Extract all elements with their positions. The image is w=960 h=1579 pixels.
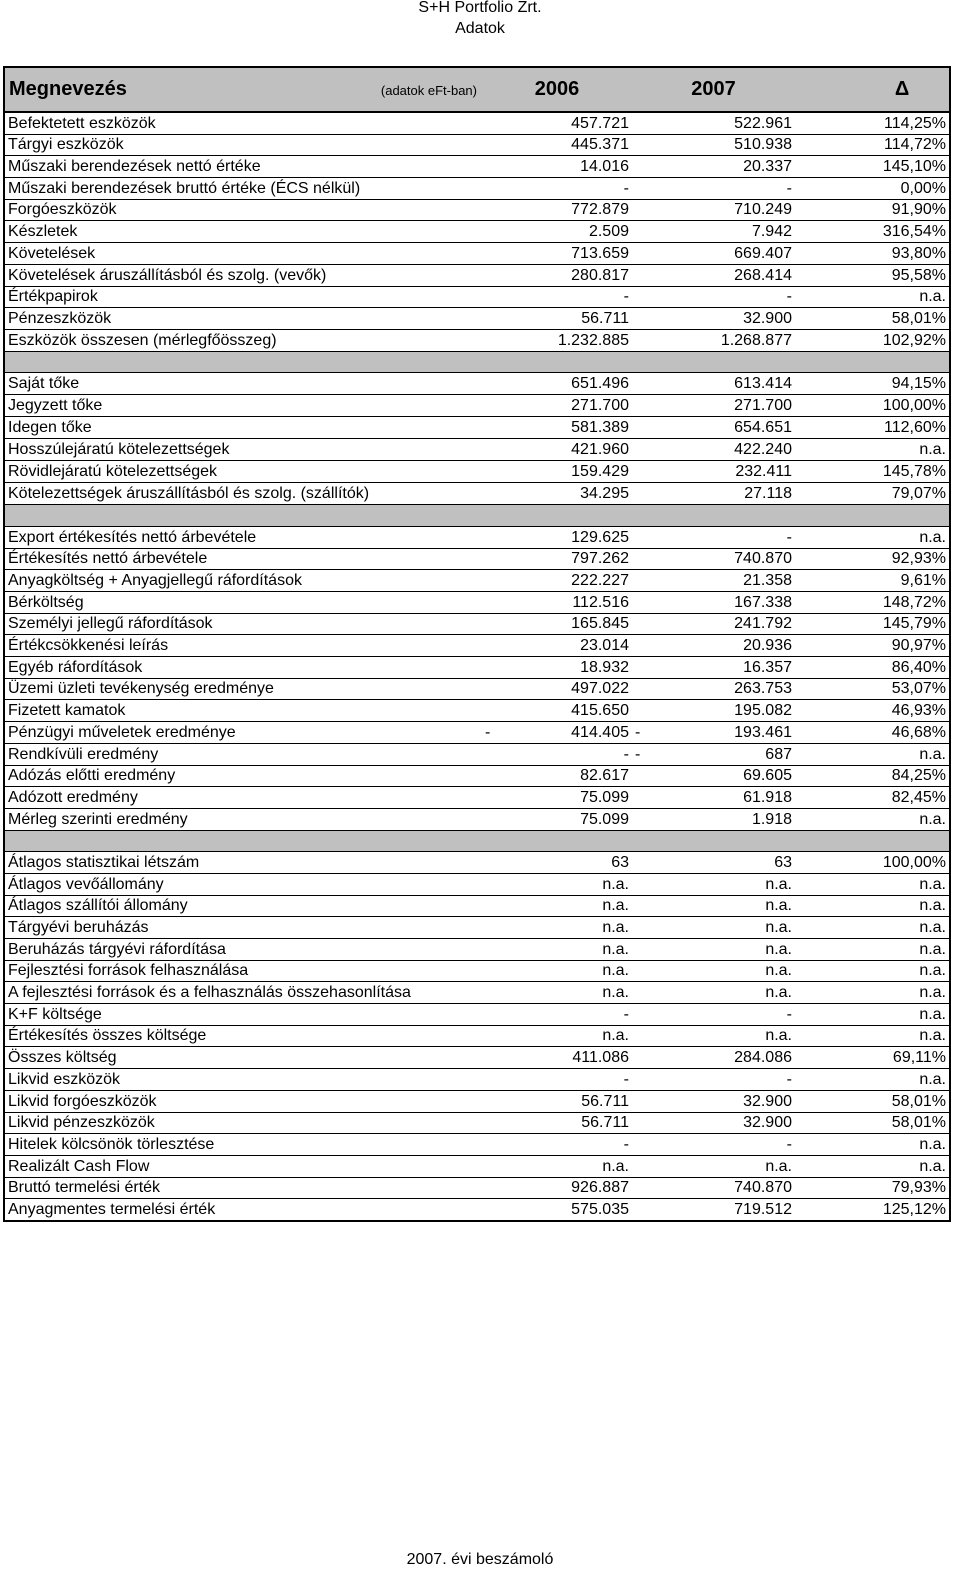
- row-label: Forgóeszközök: [4, 199, 482, 221]
- value-2006: 445.371: [482, 134, 632, 156]
- value-2007: n.a.: [632, 1155, 795, 1177]
- value-2007: 27.118: [632, 483, 795, 505]
- row-label: Személyi jellegű ráfordítások: [4, 613, 482, 635]
- table-row: [4, 700, 950, 722]
- table-row: [4, 221, 950, 243]
- header-label-cell: [4, 67, 482, 112]
- change-percent: 112,60%: [795, 417, 950, 439]
- table-row: [4, 417, 950, 439]
- change-percent: 90,97%: [795, 635, 950, 657]
- change-percent: n.a.: [795, 1134, 950, 1156]
- change-percent: 95,58%: [795, 264, 950, 286]
- value-2007: 613.414: [632, 373, 795, 395]
- change-percent: 86,40%: [795, 657, 950, 679]
- value-2006: 772.879: [482, 199, 632, 221]
- value-2006: 112.516: [482, 592, 632, 614]
- row-label: Anyagköltség + Anyagjellegű ráfordítások: [4, 570, 482, 592]
- value-2007: n.a.: [632, 895, 795, 917]
- value-2007: 654.651: [632, 417, 795, 439]
- change-percent: n.a.: [795, 743, 950, 765]
- value-2007: 740.870: [632, 1177, 795, 1199]
- table-row: [4, 570, 950, 592]
- change-percent: 145,79%: [795, 613, 950, 635]
- value-2006: 34.295: [482, 483, 632, 505]
- table-row: [4, 917, 950, 939]
- table-body: [4, 112, 950, 1221]
- value-2007: 710.249: [632, 199, 795, 221]
- table-row: [4, 1004, 950, 1026]
- row-label: Bruttó termelési érték: [4, 1177, 482, 1199]
- row-label: Idegen tőke: [4, 417, 482, 439]
- value-2006: 280.817: [482, 264, 632, 286]
- change-percent: 125,12%: [795, 1199, 950, 1221]
- section-separator: [4, 505, 950, 527]
- change-percent: 93,80%: [795, 243, 950, 265]
- unit-note: (adatok eFt-ban): [380, 83, 477, 98]
- value-2006: 2.509: [482, 221, 632, 243]
- separator-cell: [482, 830, 632, 852]
- separator-cell: [632, 505, 795, 527]
- change-percent: 53,07%: [795, 678, 950, 700]
- value-2007: 268.414: [632, 264, 795, 286]
- row-label: Fejlesztési források felhasználása: [4, 960, 482, 982]
- value-2007: 241.792: [632, 613, 795, 635]
- value-2006: 411.086: [482, 1047, 632, 1069]
- separator-cell: [795, 351, 950, 373]
- minus-sign: -: [635, 723, 641, 741]
- value-2007: 20.337: [632, 156, 795, 178]
- row-label: Átlagos szállítói állomány: [4, 895, 482, 917]
- row-label: Műszaki berendezések nettó értéke: [4, 156, 482, 178]
- value-2006: n.a.: [482, 939, 632, 961]
- value-2007: -: [632, 286, 795, 308]
- table-row: [4, 1112, 950, 1134]
- value-2006: n.a.: [482, 917, 632, 939]
- value-2006: 56.711: [482, 1112, 632, 1134]
- value-2007: 1.918: [632, 808, 795, 830]
- value-2007: 263.753: [632, 678, 795, 700]
- value-2007: 284.086: [632, 1047, 795, 1069]
- change-percent: n.a.: [795, 808, 950, 830]
- separator-cell: [4, 830, 482, 852]
- table-row: [4, 960, 950, 982]
- change-percent: 91,90%: [795, 199, 950, 221]
- accounting-split: [635, 723, 792, 743]
- change-percent: 92,93%: [795, 548, 950, 570]
- value-2007: 69.605: [632, 765, 795, 787]
- year-2007-header: 2007: [632, 67, 795, 112]
- row-label: Pénzeszközök: [4, 308, 482, 330]
- value-2006: 56.711: [482, 1090, 632, 1112]
- row-label: Tárgyi eszközök: [4, 134, 482, 156]
- table-row: [4, 526, 950, 548]
- value-2006: n.a.: [482, 873, 632, 895]
- value-2007: n.a.: [632, 982, 795, 1004]
- table-row: [4, 461, 950, 483]
- change-percent: 46,68%: [795, 722, 950, 744]
- value-2006: 75.099: [482, 787, 632, 809]
- change-percent: 0,00%: [795, 178, 950, 200]
- row-label: Realizált Cash Flow: [4, 1155, 482, 1177]
- section-separator: [4, 830, 950, 852]
- change-percent: 100,00%: [795, 852, 950, 874]
- table-row: [4, 1199, 950, 1221]
- change-percent: 100,00%: [795, 395, 950, 417]
- row-label: Adózás előtti eredmény: [4, 765, 482, 787]
- change-percent: n.a.: [795, 873, 950, 895]
- table-row: [4, 1177, 950, 1199]
- change-percent: n.a.: [795, 1069, 950, 1091]
- table-row: [4, 765, 950, 787]
- row-label: Átlagos statisztikai létszám: [4, 852, 482, 874]
- table-row: [4, 1155, 950, 1177]
- amount: 193.461: [734, 723, 792, 741]
- value-2007: 7.942: [632, 221, 795, 243]
- row-label: Üzemi üzleti tevékenység eredménye: [4, 678, 482, 700]
- company-name: S+H Portfolio Zrt.: [418, 0, 542, 16]
- row-label: Pénzügyi műveletek eredménye: [4, 722, 482, 744]
- table-row: [4, 1047, 950, 1069]
- change-percent: n.a.: [795, 1004, 950, 1026]
- table-row: [4, 264, 950, 286]
- row-label: Likvid eszközök: [4, 1069, 482, 1091]
- change-percent: 316,54%: [795, 221, 950, 243]
- change-percent: 58,01%: [795, 308, 950, 330]
- value-2006: -: [482, 1134, 632, 1156]
- table-row: [4, 286, 950, 308]
- value-2007: 719.512: [632, 1199, 795, 1221]
- table-row: [4, 635, 950, 657]
- row-label: Követelések áruszállításból és szolg. (vevők): [4, 264, 482, 286]
- row-label: Likvid pénzeszközök: [4, 1112, 482, 1134]
- table-header: [4, 67, 950, 112]
- value-2006: 651.496: [482, 373, 632, 395]
- separator-cell: [632, 830, 795, 852]
- value-2007: n.a.: [632, 939, 795, 961]
- change-percent: 58,01%: [795, 1112, 950, 1134]
- amount: 414.405: [571, 723, 629, 741]
- value-2006: 797.262: [482, 548, 632, 570]
- row-label: A fejlesztési források és a felhasználás összehasonlítása: [4, 982, 482, 1004]
- table-row: [4, 787, 950, 809]
- row-label: Beruházás tárgyévi ráfordítása: [4, 939, 482, 961]
- value-2006: [482, 722, 632, 744]
- row-label: Saját tőke: [4, 373, 482, 395]
- value-2007: [632, 722, 795, 744]
- table-row: [4, 873, 950, 895]
- table-row: [4, 1134, 950, 1156]
- minus-sign: -: [485, 723, 491, 741]
- change-percent: 94,15%: [795, 373, 950, 395]
- row-label: Rendkívüli eredmény: [4, 743, 482, 765]
- value-2006: 165.845: [482, 613, 632, 635]
- change-percent: 82,45%: [795, 787, 950, 809]
- change-percent: 148,72%: [795, 592, 950, 614]
- row-label: Kötelezettségek áruszállításból és szolg. (szállítók): [4, 483, 482, 505]
- value-2006: 421.960: [482, 439, 632, 461]
- financial-data-table: [3, 66, 951, 1222]
- value-2006: 75.099: [482, 808, 632, 830]
- accounting-split: [485, 723, 629, 743]
- table-row: [4, 613, 950, 635]
- row-label: Értékesítés nettó árbevétele: [4, 548, 482, 570]
- table-row: [4, 308, 950, 330]
- value-2007: -: [632, 1004, 795, 1026]
- value-2006: 56.711: [482, 308, 632, 330]
- row-label: Hitelek kölcsönök törlesztése: [4, 1134, 482, 1156]
- value-2007: 522.961: [632, 112, 795, 134]
- row-label: Rövidlejáratú kötelezettségek: [4, 461, 482, 483]
- page-subtitle: Adatok: [455, 20, 505, 37]
- value-2007: 422.240: [632, 439, 795, 461]
- change-percent: 58,01%: [795, 1090, 950, 1112]
- table-row: [4, 1025, 950, 1047]
- change-percent: 114,25%: [795, 112, 950, 134]
- value-2006: 129.625: [482, 526, 632, 548]
- separator-cell: [482, 505, 632, 527]
- separator-cell: [4, 351, 482, 373]
- value-2006: n.a.: [482, 960, 632, 982]
- table-row: [4, 808, 950, 830]
- table-row: [4, 329, 950, 351]
- row-label: Mérleg szerinti eredmény: [4, 808, 482, 830]
- change-percent: n.a.: [795, 526, 950, 548]
- value-2006: -: [482, 286, 632, 308]
- table-row: [4, 1069, 950, 1091]
- row-label: Értékpapirok: [4, 286, 482, 308]
- value-2007: 167.338: [632, 592, 795, 614]
- value-2006: -: [482, 1004, 632, 1026]
- value-2007: 16.357: [632, 657, 795, 679]
- value-2007: -: [632, 526, 795, 548]
- page-footer: 2007. évi beszámoló: [406, 1551, 554, 1568]
- value-2006: 497.022: [482, 678, 632, 700]
- table-row: [4, 483, 950, 505]
- table-row: [4, 722, 950, 744]
- value-2007: 510.938: [632, 134, 795, 156]
- table-row: [4, 852, 950, 874]
- table-row: [4, 134, 950, 156]
- table-row: [4, 178, 950, 200]
- value-2006: 581.389: [482, 417, 632, 439]
- value-2007: 32.900: [632, 1112, 795, 1134]
- value-2007: n.a.: [632, 1025, 795, 1047]
- change-percent: n.a.: [795, 939, 950, 961]
- change-percent: n.a.: [795, 286, 950, 308]
- value-2006: n.a.: [482, 895, 632, 917]
- value-2006: 575.035: [482, 1199, 632, 1221]
- change-percent: n.a.: [795, 895, 950, 917]
- change-percent: 69,11%: [795, 1047, 950, 1069]
- row-label: Átlagos vevőállomány: [4, 873, 482, 895]
- value-2007: n.a.: [632, 917, 795, 939]
- table-row: [4, 548, 950, 570]
- separator-cell: [4, 505, 482, 527]
- value-2006: 415.650: [482, 700, 632, 722]
- row-label: Anyagmentes termelési érték: [4, 1199, 482, 1221]
- value-2006: n.a.: [482, 1025, 632, 1047]
- value-2006: -: [482, 1069, 632, 1091]
- table-row: [4, 678, 950, 700]
- value-2006: 23.014: [482, 635, 632, 657]
- change-percent: 46,93%: [795, 700, 950, 722]
- value-2006: 63: [482, 852, 632, 874]
- value-2007: n.a.: [632, 873, 795, 895]
- value-2006: 82.617: [482, 765, 632, 787]
- table-row: [4, 439, 950, 461]
- value-2007: 232.411: [632, 461, 795, 483]
- value-2006: n.a.: [482, 982, 632, 1004]
- change-percent: 145,78%: [795, 461, 950, 483]
- value-2007: 20.936: [632, 635, 795, 657]
- table-row: [4, 895, 950, 917]
- change-percent: n.a.: [795, 439, 950, 461]
- row-label: Jegyzett tőke: [4, 395, 482, 417]
- value-2007: 195.082: [632, 700, 795, 722]
- change-percent: 84,25%: [795, 765, 950, 787]
- row-label: Műszaki berendezések bruttó értéke (ÉCS nélkül): [4, 178, 482, 200]
- column-title: Megnevezés: [9, 78, 127, 100]
- minus-sign: -: [635, 745, 641, 763]
- value-2006: -: [482, 743, 632, 765]
- value-2006: 457.721: [482, 112, 632, 134]
- value-2006: 926.887: [482, 1177, 632, 1199]
- change-percent: n.a.: [795, 1155, 950, 1177]
- value-2007: -: [632, 1069, 795, 1091]
- value-2007: -: [632, 1134, 795, 1156]
- row-label: Követelések: [4, 243, 482, 265]
- row-label: Összes költség: [4, 1047, 482, 1069]
- value-2006: 713.659: [482, 243, 632, 265]
- delta-header: [795, 67, 950, 112]
- table-row: [4, 939, 950, 961]
- section-separator: [4, 351, 950, 373]
- value-2006: 222.227: [482, 570, 632, 592]
- value-2006: 271.700: [482, 395, 632, 417]
- value-2007: 63: [632, 852, 795, 874]
- value-2006: n.a.: [482, 1155, 632, 1177]
- change-percent: 114,72%: [795, 134, 950, 156]
- separator-cell: [795, 830, 950, 852]
- value-2007: -: [632, 178, 795, 200]
- value-2007: 21.358: [632, 570, 795, 592]
- value-2006: -: [482, 178, 632, 200]
- table-row: [4, 395, 950, 417]
- table-row: [4, 112, 950, 134]
- row-label: Bérköltség: [4, 592, 482, 614]
- change-percent: 79,93%: [795, 1177, 950, 1199]
- row-label: Befektetett eszközök: [4, 112, 482, 134]
- row-label: Egyéb ráfordítások: [4, 657, 482, 679]
- row-label: Értékcsökkenési leírás: [4, 635, 482, 657]
- year-2006-header: 2006: [482, 67, 632, 112]
- value-2007: [632, 743, 795, 765]
- table-row: [4, 373, 950, 395]
- row-label: Export értékesítés nettó árbevétele: [4, 526, 482, 548]
- row-label: Készletek: [4, 221, 482, 243]
- value-2007: 61.918: [632, 787, 795, 809]
- row-label: Likvid forgóeszközök: [4, 1090, 482, 1112]
- table-row: [4, 199, 950, 221]
- table-row: [4, 156, 950, 178]
- table-row: [4, 657, 950, 679]
- table-row: [4, 592, 950, 614]
- row-label: Fizetett kamatok: [4, 700, 482, 722]
- amount: 687: [765, 745, 792, 763]
- table-row: [4, 243, 950, 265]
- row-label: Értékesítés összes költsége: [4, 1025, 482, 1047]
- change-percent: 79,07%: [795, 483, 950, 505]
- row-label: Eszközök összesen (mérlegfőösszeg): [4, 329, 482, 351]
- change-percent: 9,61%: [795, 570, 950, 592]
- row-label: K+F költsége: [4, 1004, 482, 1026]
- accounting-split: [635, 745, 792, 765]
- value-2007: 271.700: [632, 395, 795, 417]
- change-percent: n.a.: [795, 1025, 950, 1047]
- change-percent: n.a.: [795, 917, 950, 939]
- value-2007: 740.870: [632, 548, 795, 570]
- separator-cell: [482, 351, 632, 373]
- change-percent: n.a.: [795, 960, 950, 982]
- separator-cell: [795, 505, 950, 527]
- value-2006: 18.932: [482, 657, 632, 679]
- value-2007: n.a.: [632, 960, 795, 982]
- value-2007: 32.900: [632, 308, 795, 330]
- separator-cell: [632, 351, 795, 373]
- table-row: [4, 982, 950, 1004]
- value-2006: 14.016: [482, 156, 632, 178]
- value-2007: 32.900: [632, 1090, 795, 1112]
- table-row: [4, 1090, 950, 1112]
- change-percent: n.a.: [795, 982, 950, 1004]
- row-label: Tárgyévi beruházás: [4, 917, 482, 939]
- change-percent: 102,92%: [795, 329, 950, 351]
- row-label: Hosszúlejáratú kötelezettségek: [4, 439, 482, 461]
- delta-symbol: Δ: [894, 78, 910, 100]
- value-2006: 1.232.885: [482, 329, 632, 351]
- value-2007: 1.268.877: [632, 329, 795, 351]
- row-label: Adózott eredmény: [4, 787, 482, 809]
- table-row: [4, 743, 950, 765]
- change-percent: 145,10%: [795, 156, 950, 178]
- value-2007: 669.407: [632, 243, 795, 265]
- value-2006: 159.429: [482, 461, 632, 483]
